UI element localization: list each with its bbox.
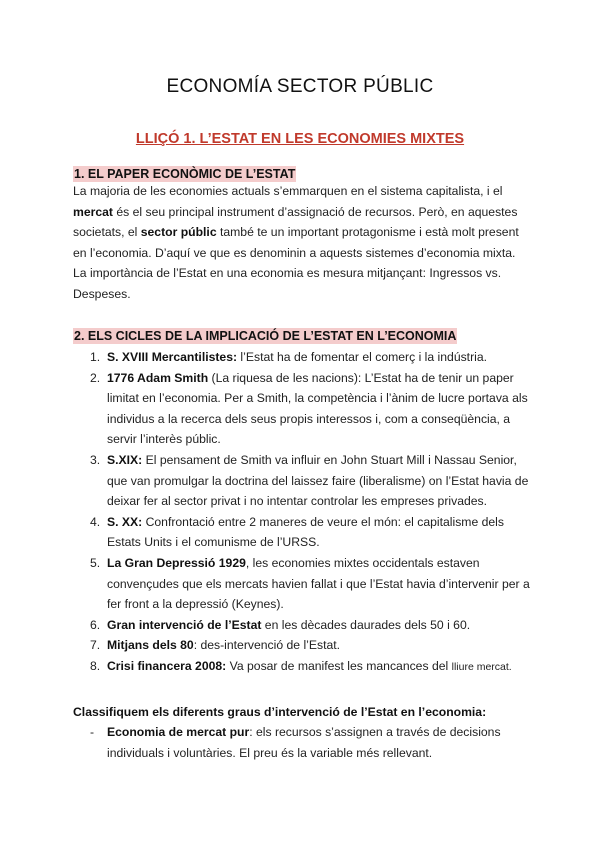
cycles-list xyxy=(0,347,600,678)
list-item: 5. La Gran Depressió 1929, les economies mixtes occidentals estaven convençudes que els mercats havien fallat i que l’Estat havia d’intervenir per a fer front a la depressió (Keynes). xyxy=(90,555,530,612)
para-line: societats, el sector públic també te un important protagonisme i està molt present xyxy=(73,225,519,240)
classify-list xyxy=(0,722,600,763)
classify-heading: Classifiquem els diferents graus d’intervenció de l’Estat en l’economia: xyxy=(73,705,487,719)
section-2-heading: 2. ELS CICLES DE LA IMPLICACIÓ DE L’ESTAT EN L’ECONOMIA xyxy=(74,329,457,343)
para-line: La importància de l’Estat en una economia es mesura mitjançant: Ingressos vs. xyxy=(73,266,502,281)
list-item: 8. Crisi financera 2008: Va posar de manifest les mancances del lliure mercat. xyxy=(90,658,512,673)
section-1-heading: 1. EL PAPER ECONÒMIC DE L’ESTAT xyxy=(74,167,296,181)
document-title: ECONOMÍA SECTOR PÚBLIC xyxy=(166,76,434,97)
lesson-title: LLIÇÓ 1. L’ESTAT EN LES ECONOMIES MIXTES xyxy=(135,131,465,147)
list-item: 4. S. XX: Confrontació entre 2 maneres de veure el món: el capitalisme dels Estats Units i el comunisme de l’URSS. xyxy=(90,514,504,550)
para-line: Despeses. xyxy=(73,286,131,301)
list-item: 6. Gran intervenció de l’Estat en les dècades daurades dels 50 i 60. xyxy=(90,617,471,632)
para-line: La majoria de les economies actuals s’emmarquen en el sistema capitalista, i el xyxy=(73,184,503,198)
list-item: 7. Mitjans dels 80: des-intervenció de l’Estat. xyxy=(90,638,341,653)
list-item: 1. S. XVIII Mercantilistes: l’Estat ha de fomentar el comerç i la indústria. xyxy=(90,350,488,364)
section-1-paragraph xyxy=(73,181,543,305)
list-item: 2. 1776 Adam Smith (La riquesa de les nacions): L’Estat ha de tenir un paper limitat en l’economia. Per a Smith, la competència i l’ànim de lucre portava als individus a la recerca dels seus propis interessos i, com a conseqüència, a servir l’interès públic. xyxy=(90,370,528,447)
para-line: mercat és el seu principal instrument d’assignació de recursos. Però, en aquestes xyxy=(73,204,518,219)
para-line: en l’economia. D’aquí ve que es denominin a aquests sistemes d’economia mixta. xyxy=(73,245,516,260)
list-item: 3. S.XIX: El pensament de Smith va influir en John Stuart Mill i Nassau Senior, que van promulgar la doctrina del laissez faire (liberalisme) on l’Estat havia de deixar fer al sector privat i no intentar controlar les empreses privades. xyxy=(90,452,529,509)
list-item: - Economia de mercat pur: els recursos s’assignen a través de decisions individuals i voluntàries. El preu és la variable més rellevant. xyxy=(90,725,501,760)
